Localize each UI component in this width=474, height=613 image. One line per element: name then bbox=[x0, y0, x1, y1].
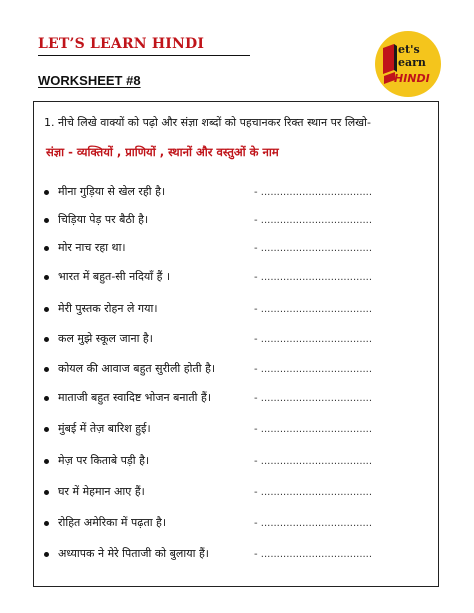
question-sentence: मेरी पुस्तक रोहन ले गया। bbox=[58, 302, 158, 315]
question-sentence: रोहित अमेरिका में पढ़ता है। bbox=[58, 516, 167, 529]
bullet-icon bbox=[44, 218, 49, 223]
answer-field[interactable] bbox=[254, 421, 390, 437]
worksheet-label: WORKSHEET #8 bbox=[38, 73, 141, 88]
instruction-text: 1. नीचे लिखे वाक्यों को पढ़ो और संज्ञा शब्दों को पहचानकर रिक्त स्थान पर लिखो- bbox=[44, 116, 371, 129]
question-sentence: कोयल की आवाज बहुत सुरीली होती है। bbox=[58, 362, 216, 375]
bullet-icon bbox=[44, 427, 49, 432]
question-item bbox=[0, 303, 474, 325]
answer-field[interactable] bbox=[254, 453, 390, 469]
bullet-icon bbox=[44, 307, 49, 312]
answer-field[interactable] bbox=[254, 301, 390, 317]
answer-field[interactable] bbox=[254, 361, 390, 377]
bullet-icon bbox=[44, 275, 49, 280]
question-item bbox=[0, 455, 474, 477]
question-sentence: मीना गुड़िया से खेल रही है। bbox=[58, 185, 166, 198]
question-sentence: माताजी बहुत स्वादिष्ट भोजन बनाती हैं। bbox=[58, 391, 212, 404]
answer-field[interactable] bbox=[254, 515, 390, 531]
question-sentence: अध्यापक ने मेरे पिताजी को बुलाया हैं। bbox=[58, 547, 209, 560]
question-sentence: भारत में बहुत-सी नदियाँ हैं । bbox=[58, 270, 171, 283]
question-sentence: घर में मेहमान आए हैं। bbox=[58, 485, 145, 498]
question-item bbox=[0, 186, 474, 208]
answer-field[interactable] bbox=[254, 546, 390, 562]
question-item bbox=[0, 486, 474, 508]
question-sentence: मेज़ पर किताबे पड़ी है। bbox=[58, 454, 150, 467]
question-item bbox=[0, 333, 474, 355]
answer-field[interactable] bbox=[254, 390, 390, 406]
answer-field[interactable] bbox=[254, 331, 390, 347]
answer-field[interactable] bbox=[254, 240, 390, 256]
question-item bbox=[0, 517, 474, 539]
page-title: LET’S LEARN HINDI bbox=[38, 36, 205, 52]
question-item bbox=[0, 363, 474, 385]
logo-line-3: HINDI bbox=[394, 72, 430, 85]
bullet-icon bbox=[44, 552, 49, 557]
question-sentence: मोर नाच रहा था। bbox=[58, 241, 126, 254]
question-item bbox=[0, 423, 474, 445]
definition-text: संज्ञा - व्यक्तियों , प्राणियों , स्थानों और वस्तुओं के नाम bbox=[46, 145, 279, 159]
bullet-icon bbox=[44, 367, 49, 372]
answer-field[interactable] bbox=[254, 269, 390, 285]
logo-line-1: et's bbox=[398, 43, 420, 56]
question-sentence: कल मुझे स्कूल जाना है। bbox=[58, 332, 153, 345]
bullet-icon bbox=[44, 246, 49, 251]
answer-field[interactable] bbox=[254, 212, 390, 228]
bullet-icon bbox=[44, 396, 49, 401]
answer-field[interactable] bbox=[254, 484, 390, 500]
question-item bbox=[0, 548, 474, 570]
question-sentence: चिड़िया पेड़ पर बैठी है। bbox=[58, 213, 149, 226]
answer-field[interactable] bbox=[254, 184, 390, 200]
question-item bbox=[0, 271, 474, 293]
logo-line-2: earn bbox=[398, 56, 426, 69]
bullet-icon bbox=[44, 490, 49, 495]
bullet-icon bbox=[44, 521, 49, 526]
bullet-icon bbox=[44, 190, 49, 195]
bullet-icon bbox=[44, 337, 49, 342]
question-item bbox=[0, 214, 474, 236]
question-item bbox=[0, 392, 474, 414]
bullet-icon bbox=[44, 459, 49, 464]
question-sentence: मुंबई में तेज़ बारिश हुई। bbox=[58, 422, 151, 435]
question-item bbox=[0, 242, 474, 264]
